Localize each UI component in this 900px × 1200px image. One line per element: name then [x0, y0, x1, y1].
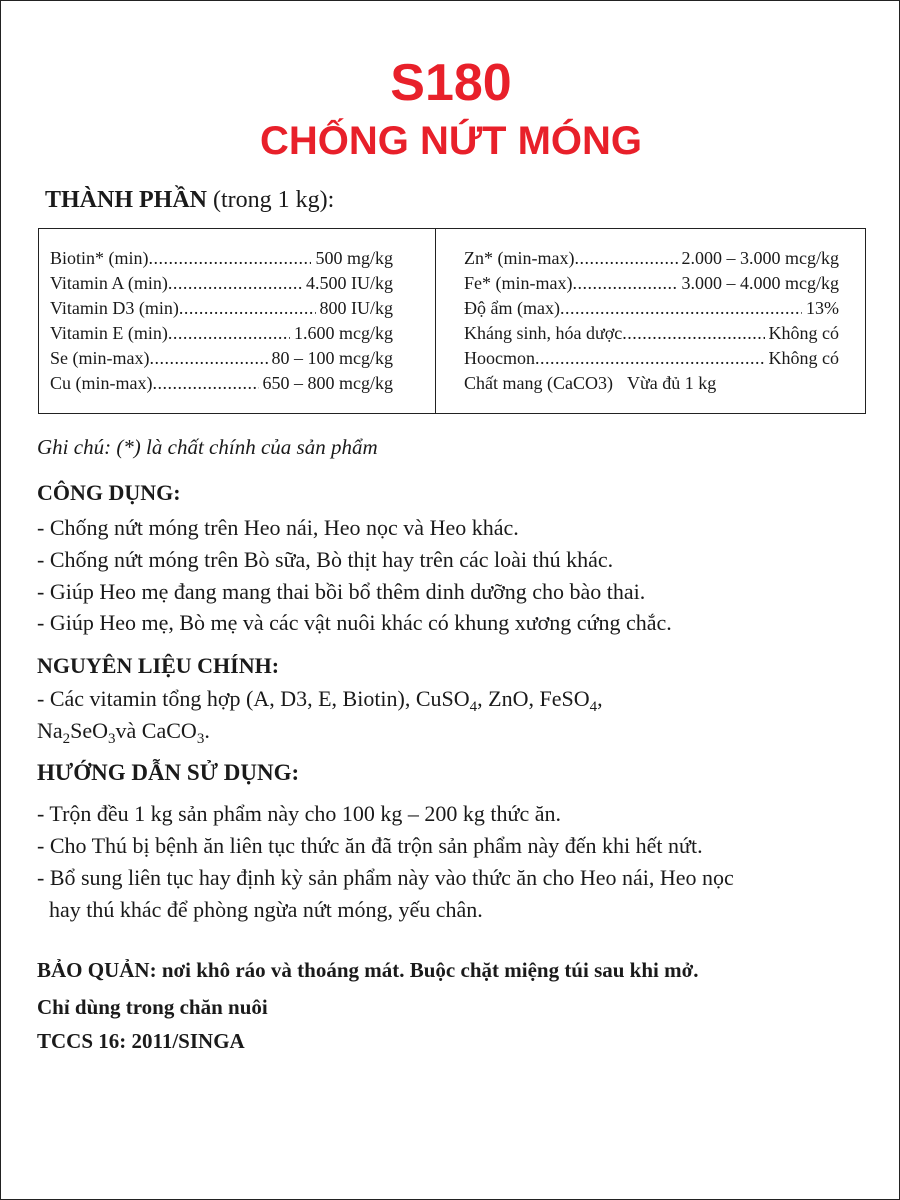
uses-item: - Giúp Heo mẹ đang mang thai bồi bổ thêm dinh dưỡng cho bào thai.: [37, 579, 646, 604]
usage-restriction: Chỉ dùng trong chăn nuôi: [37, 995, 268, 1019]
composition-note: Ghi chú: (*) là chất chính của sản phẩm: [37, 435, 378, 459]
uses-item: - Chống nứt móng trên Heo nái, Heo nọc và Heo khác.: [37, 515, 519, 540]
composition-label: Vitamin A (min): [50, 273, 168, 293]
uses-item: - Chống nứt móng trên Bò sữa, Bò thịt hay trên các loài thú khác.: [37, 547, 614, 572]
composition-heading: [45, 185, 334, 215]
composition-value: 500 mg/kg: [315, 248, 393, 268]
leader-dots: [572, 271, 677, 296]
leader-dots: [152, 371, 258, 396]
composition-label: Se (min-max): [50, 348, 150, 368]
composition-row: [464, 371, 839, 396]
composition-row: [50, 271, 393, 296]
composition-label: Hoocmon: [464, 348, 535, 368]
composition-row: [464, 246, 839, 271]
directions-item: - Bổ sung liên tục hay định kỳ sản phẩm này vào thức ăn cho Heo nái, Heo nọc: [37, 865, 734, 890]
composition-heading-bold: THÀNH PHẦN: [45, 187, 207, 213]
composition-left-column: [50, 246, 393, 396]
composition-row: [50, 246, 393, 271]
leader-dots: [168, 321, 290, 346]
composition-row: [464, 296, 839, 321]
composition-value: 80 – 100 mcg/kg: [271, 348, 393, 368]
leader-dots: [179, 296, 316, 321]
directions-item: - Trộn đều 1 kg sản phẩm này cho 100 kg – 200 kg thức ăn.: [37, 801, 561, 826]
leader-dots: [622, 321, 764, 346]
composition-value: Không có: [768, 323, 839, 343]
composition-row: [464, 346, 839, 371]
composition-row: [50, 371, 393, 396]
composition-label: Fe* (min-max): [464, 273, 573, 293]
composition-label: Chất mang (CaCO3): [464, 373, 613, 393]
composition-row: [464, 321, 839, 346]
leader-dots: [149, 346, 267, 371]
composition-value: 650 – 800 mcg/kg: [262, 373, 393, 393]
composition-value: 3.000 – 4.000 mcg/kg: [681, 273, 839, 293]
composition-label: Cu (min-max): [50, 373, 153, 393]
uses-item: - Giúp Heo mẹ, Bò mẹ và các vật nuôi khác có khung xương cứng chắc.: [37, 610, 672, 635]
leader-dots: [168, 271, 302, 296]
composition-label: Zn* (min-max): [464, 248, 575, 268]
composition-table: [38, 228, 866, 414]
product-code: S180: [390, 54, 512, 112]
composition-value: 1.600 mcg/kg: [294, 323, 393, 343]
composition-label: Độ ẩm (max): [464, 298, 560, 318]
standard-code: TCCS 16: 2011/SINGA: [37, 1029, 245, 1053]
composition-label: Vitamin E (min): [50, 323, 168, 343]
product-name: CHỐNG NỨT MÓNG: [259, 119, 643, 163]
composition-value: 800 IU/kg: [319, 298, 393, 318]
composition-heading-rest: (trong 1 kg):: [207, 187, 335, 213]
ingredients-heading: NGUYÊN LIỆU CHÍNH:: [37, 653, 280, 678]
composition-label: Vitamin D3 (min): [50, 298, 179, 318]
ingredients-line: $Na_2SeO_3và$ CaCO$_3$.: [37, 718, 210, 747]
composition-value: 4.500 IU/kg: [306, 273, 393, 293]
composition-right-column: [464, 246, 839, 396]
composition-label: Biotin* (min): [50, 248, 149, 268]
leader-dots: [149, 246, 312, 271]
composition-value: 13%: [806, 298, 839, 318]
composition-value: Không có: [768, 348, 839, 368]
composition-row: [50, 346, 393, 371]
leader-dots: [560, 296, 802, 321]
composition-row: [50, 296, 393, 321]
leader-dots: [574, 246, 677, 271]
leader-dots: [535, 346, 765, 371]
directions-continuation: hay thú khác để phòng ngừa nứt móng, yếu chân.: [49, 897, 483, 922]
uses-heading: CÔNG DỤNG:: [37, 480, 181, 505]
composition-row: [50, 321, 393, 346]
composition-value: 2.000 – 3.000 mcg/kg: [681, 248, 839, 268]
composition-label: Kháng sinh, hóa dược: [464, 323, 623, 343]
composition-row: [464, 271, 839, 296]
composition-value: Vừa đủ 1 kg: [626, 373, 717, 393]
ingredients-line: - Các vitamin tổng hợp (A, D3, E, Biotin), CuSO$_4$, ZnO, FeSO$_4$,: [37, 686, 603, 715]
composition-divider: [435, 229, 436, 413]
directions-item: - Cho Thú bị bệnh ăn liên tục thức ăn đã trộn sản phẩm này đến khi hết nứt.: [37, 833, 703, 858]
directions-heading: HƯỚNG DẪN SỬ DỤNG:: [37, 760, 300, 785]
storage-instructions: BẢO QUẢN: nơi khô ráo và thoáng mát. Buộc chặt miệng túi sau khi mở.: [37, 958, 699, 982]
